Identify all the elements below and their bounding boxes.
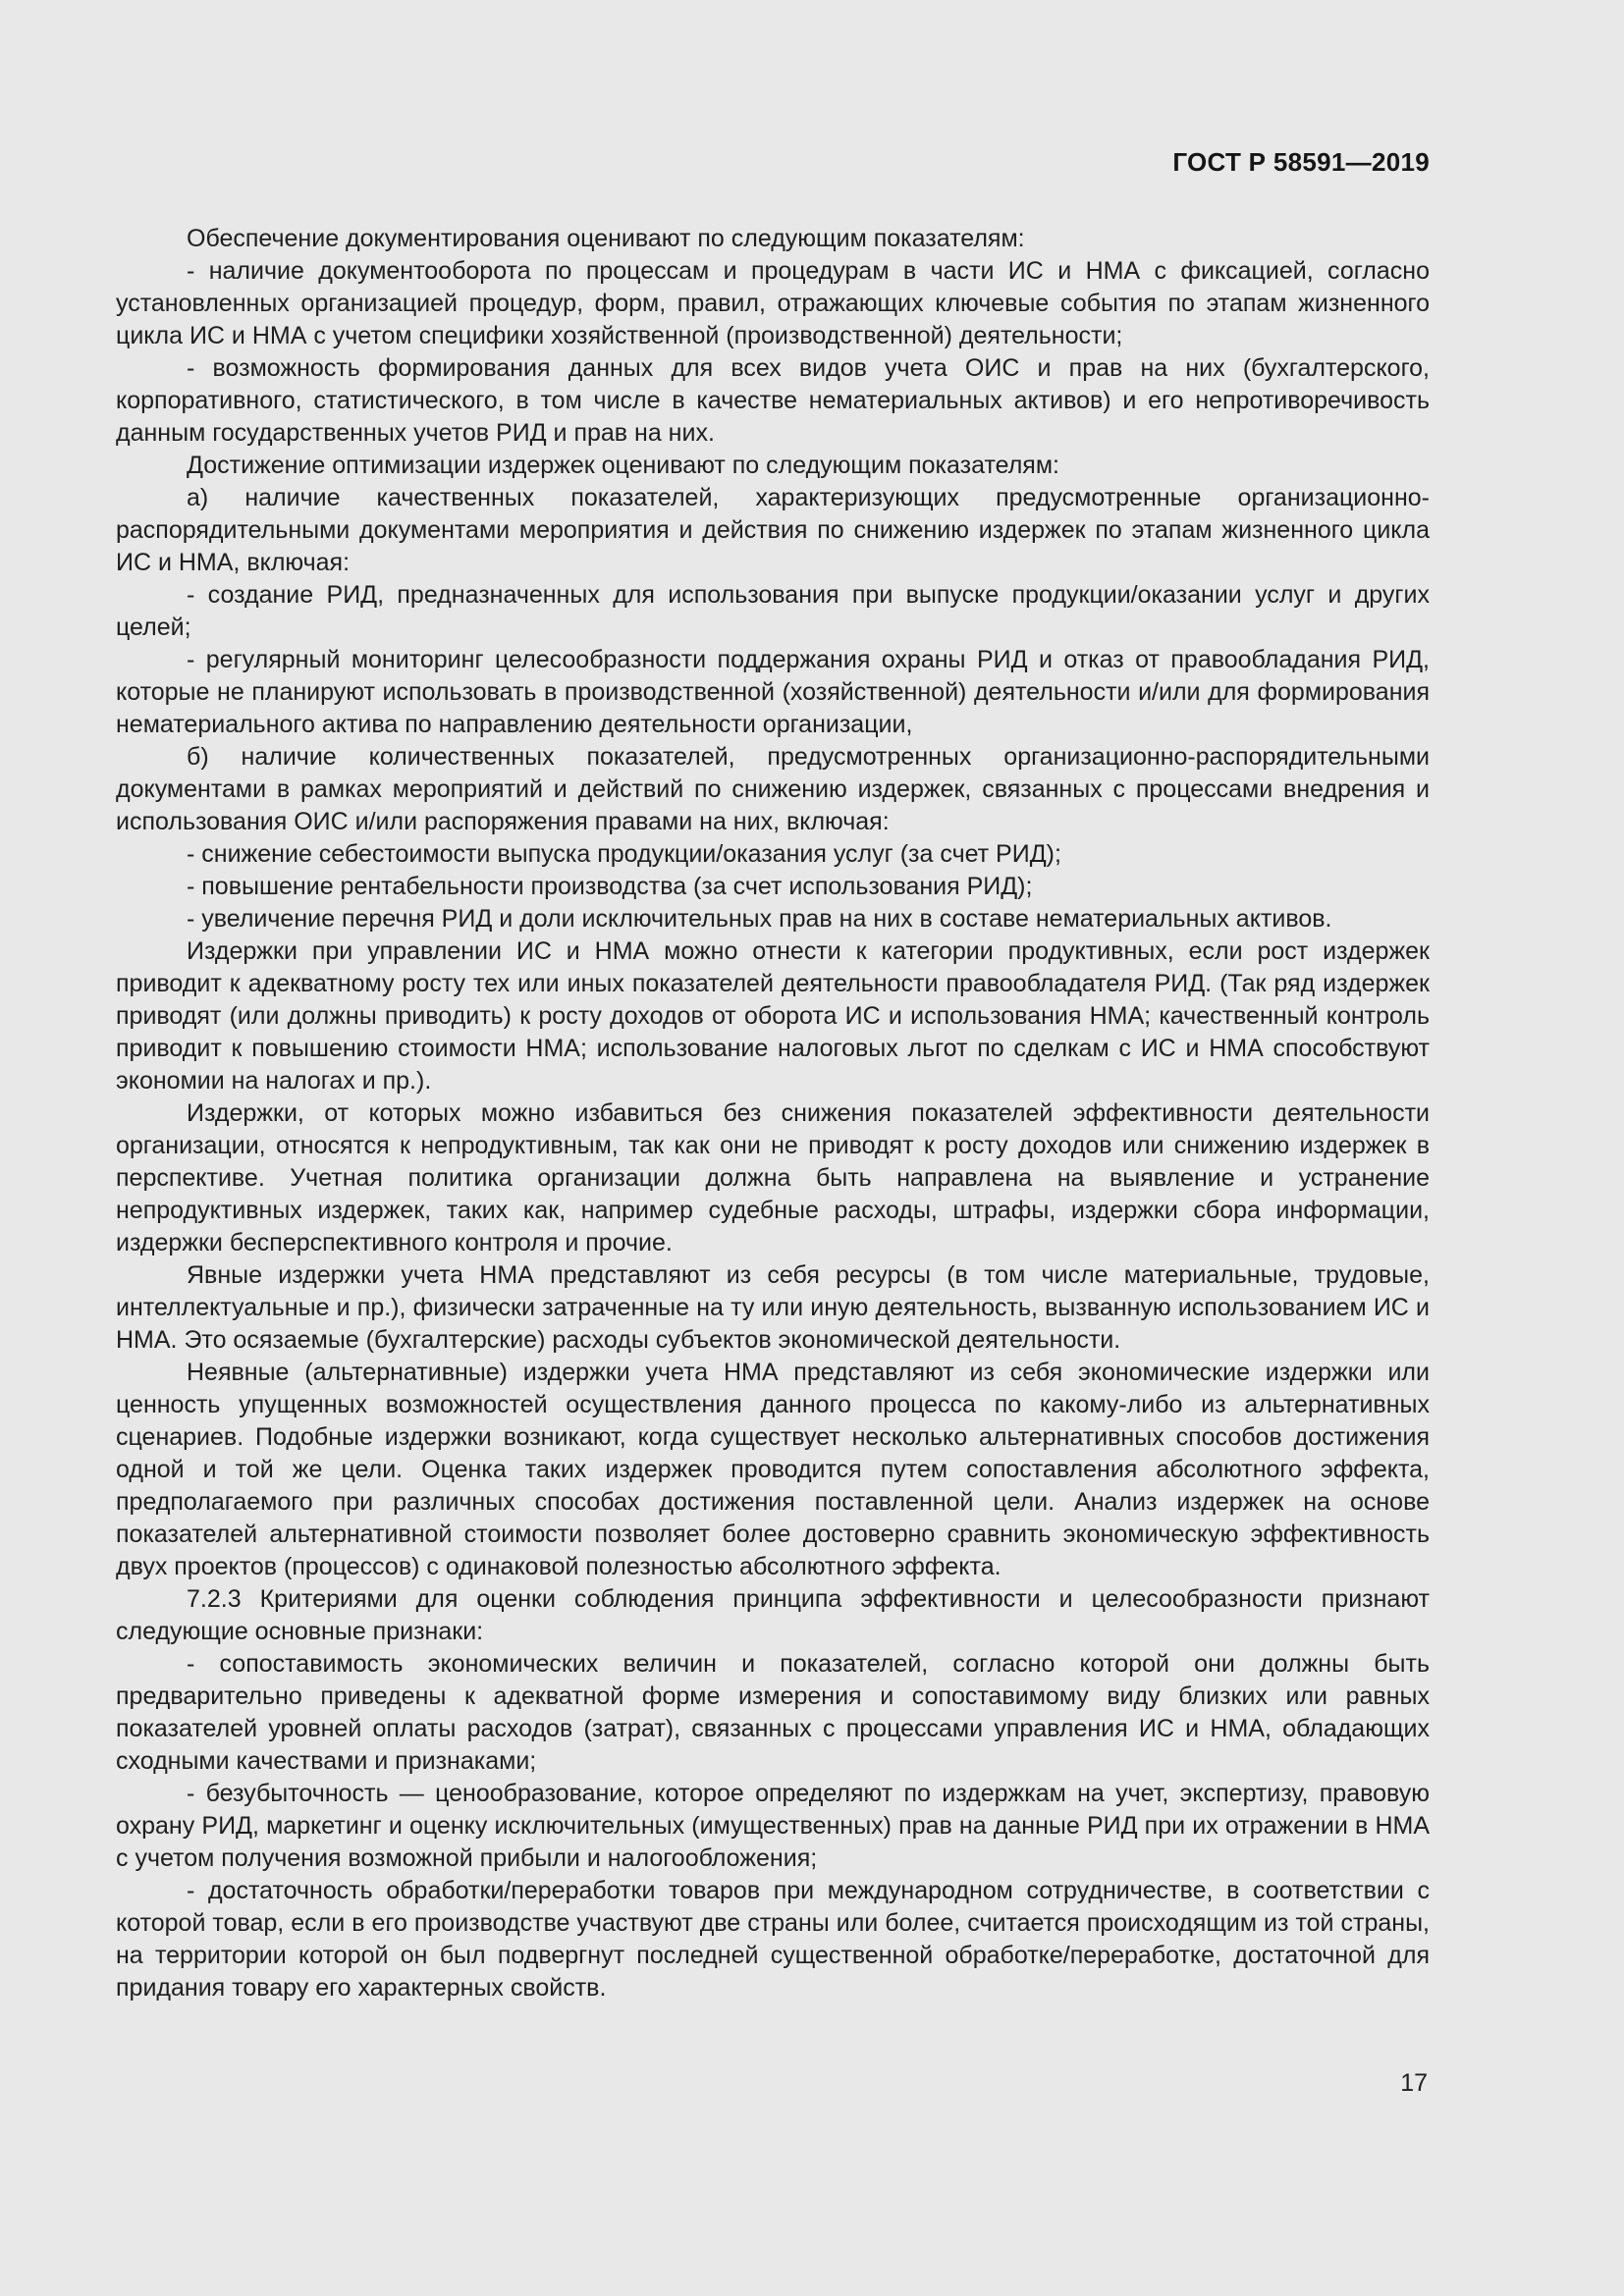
paragraph: - возможность формирования данных для всех видов учета ОИС и прав на них (бухгалтерского, корпоративного, статистического, в том числе в качестве нематериальных активов) и его непротиворечивость данным государственных учетов РИД и прав на них.: [116, 354, 1430, 447]
paragraph: Неявные (альтернативные) издержки учета НМА представляют из себя экономические издержки или ценность упущенных возможностей осуществления данного процесса по какому-либо из альтернативных сценариев. Подобные издержки возникают, когда существует несколько альтернативных способов достижения одной и той же цели. Оценка таких издержек проводится путем сопоставления абсолютного эффекта, предполагаемого при различных способах достижения поставленной цели. Анализ издержек на основе показателей альтернативной стоимости позволяет более достоверно сравнить экономическую эффективность двух проектов (процессов) с одинаковой полезностью абсолютного эффекта.: [116, 1359, 1430, 1580]
paragraph: - создание РИД, предназначенных для использования при выпуске продукции/оказании услуг и других целей;: [116, 581, 1430, 641]
paragraph: - регулярный мониторинг целесообразности поддержания охраны РИД и отказ от правообладания РИД, которые не планируют использовать в производственной (хозяйственной) деятельности и/или для формирования нематериального актива по направлению деятельности организации,: [116, 646, 1430, 738]
document-header: ГОСТ Р 58591—2019: [1172, 147, 1430, 177]
paragraph: - снижение себестоимости выпуска продукции/оказания услуг (за счет РИД);: [187, 840, 1061, 868]
paragraph: Обеспечение документирования оценивают по следующим показателям:: [187, 225, 1025, 252]
paragraph: Явные издержки учета НМА представляют из себя ресурсы (в том числе материальные, трудовые, интеллектуальные и пр.), физически затраченные на ту или иную деятельность, вызванную использованием ИС и НМА. Это осязаемые (бухгалтерские) расходы субъектов экономической деятельности.: [116, 1261, 1430, 1354]
paragraph: 7.2.3 Критериями для оценки соблюдения принципа эффективности и целесообразности признают следующие основные признаки:: [116, 1585, 1430, 1645]
document-body: [116, 223, 1430, 2004]
paragraph: - безубыточность — ценообразование, которое определяют по издержкам на учет, экспертизу, правовую охрану РИД, маркетинг и оценку исключительных (имущественных) прав на данные РИД при их отражении в НМА с учетом получения возможной прибыли и налогообложения;: [116, 1780, 1430, 1872]
paragraph: - увеличение перечня РИД и доли исключительных прав на них в составе нематериальных активов.: [187, 905, 1332, 933]
paragraph: Издержки при управлении ИС и НМА можно отнести к категории продуктивных, если рост издержек приводит к адекватному росту тех или иных показателей деятельности правообладателя РИД. (Так ряд издержек приводят (или должны приводить) к росту доходов от оборота ИС и использования НМА; качественный контроль приводит к повышению стоимости НМА; использование налоговых льгот по сделкам с ИС и НМА способствуют экономии на налогах и пр.).: [116, 937, 1430, 1095]
paragraph: б) наличие количественных показателей, предусмотренных организационно-распорядительными документами в рамках мероприятий и действий по снижению издержек, связанных с процессами внедрения и использования ОИС и/или распоряжения правами на них, включая:: [116, 743, 1430, 835]
paragraph: - повышение рентабельности производства (за счет использования РИД);: [187, 873, 1033, 900]
page-number: 17: [1400, 2069, 1428, 2097]
paragraph: - достаточность обработки/переработки товаров при международном сотрудничестве, в соответствии с которой товар, если в его производстве участвуют две страны или более, считается происходящим из той страны, на территории которой он был подвергнут последней существенной обработке/переработке, достаточной для придания товару его характерных свойств.: [116, 1877, 1430, 2002]
paragraph: Издержки, от которых можно избавиться без снижения показателей эффективности деятельности организации, относятся к непродуктивным, так как они не приводят к росту доходов или снижению издержек в перспективе. Учетная политика организации должна быть направлена на выявление и устранение непродуктивных издержек, таких как, например судебные расходы, штрафы, издержки сбора информации, издержки бесперспективного контроля и прочие.: [116, 1099, 1430, 1256]
paragraph: Достижение оптимизации издержек оценивают по следующим показателям:: [187, 452, 1059, 479]
paragraph: - сопоставимость экономических величин и показателей, согласно которой они должны быть предварительно приведены к адекватной форме измерения и сопоставимому виду близких или равных показателей уровней оплаты расходов (затрат), связанных с процессами управления ИС и НМА, обладающих сходными качествами и признаками;: [116, 1650, 1430, 1775]
paragraph: а) наличие качественных показателей, характеризующих предусмотренные организационно-распорядительными документами мероприятия и действия по снижению издержек по этапам жизненного цикла ИС и НМА, включая:: [116, 484, 1430, 576]
paragraph: - наличие документооборота по процессам и процедурам в части ИС и НМА с фиксацией, согласно установленных организацией процедур, форм, правил, отражающих ключевые события по этапам жизненного цикла ИС и НМА с учетом специфики хозяйственной (производственной) деятельности;: [116, 257, 1430, 349]
